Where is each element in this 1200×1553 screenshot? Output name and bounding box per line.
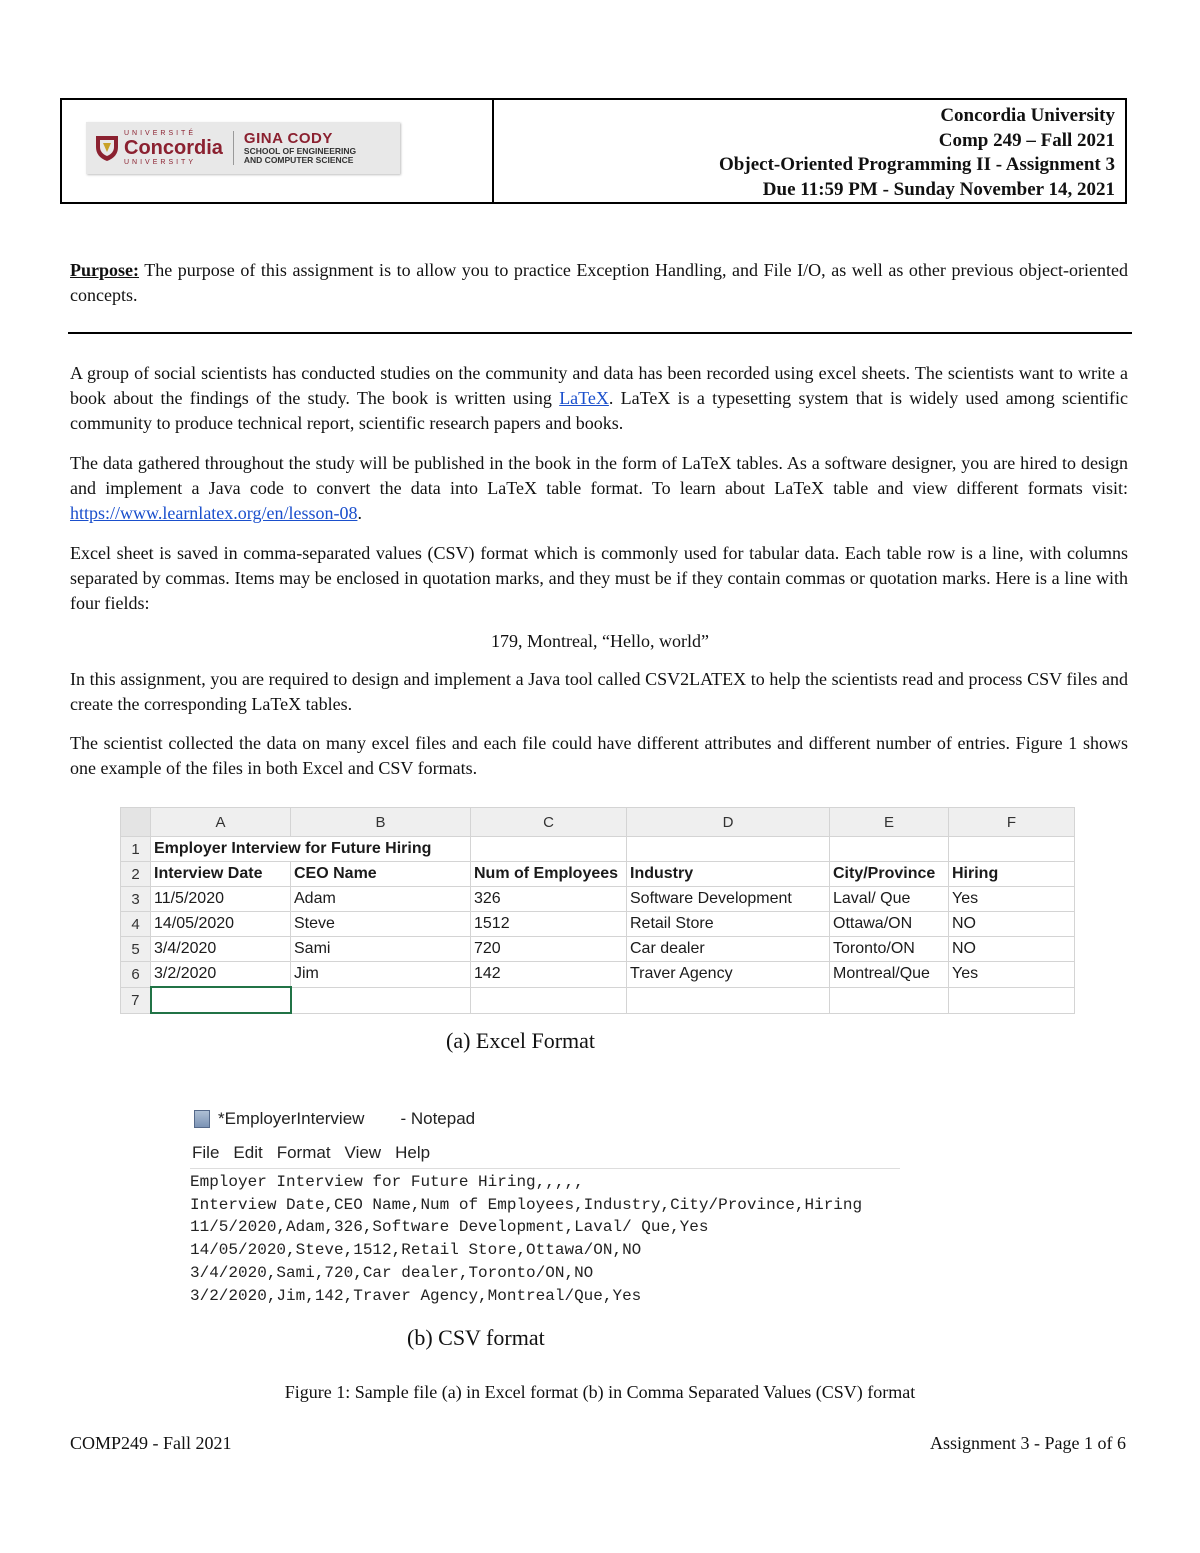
excel-title-cell[interactable]: Employer Interview for Future Hiring <box>151 837 471 862</box>
data-paragraph <box>70 451 1128 526</box>
excel-selected-cell[interactable] <box>151 987 291 1013</box>
menu-edit[interactable]: Edit <box>233 1143 263 1162</box>
excel-row-number[interactable]: 3 <box>121 887 151 912</box>
excel-row <box>121 937 1075 962</box>
excel-cell[interactable]: NO <box>949 912 1075 937</box>
excel-cell[interactable]: Steve <box>291 912 471 937</box>
purpose-text: The purpose of this assignment is to allow you to practice Exception Handling, and File I/O, as well as other previous object-oriented concepts. <box>70 260 1128 305</box>
excel-cell[interactable]: Traver Agency <box>627 962 830 988</box>
excel-cell[interactable]: Montreal/Que <box>830 962 949 988</box>
excel-header-cell[interactable]: Industry <box>627 862 830 887</box>
excel-cell[interactable]: Laval/ Que <box>830 887 949 912</box>
purpose-label: Purpose: <box>70 260 139 280</box>
latex-link[interactable]: LaTeX <box>559 388 609 408</box>
excel-cell[interactable]: 3/2/2020 <box>151 962 291 988</box>
excel-col-header[interactable]: A <box>151 808 291 837</box>
excel-cell[interactable]: Ottawa/ON <box>830 912 949 937</box>
excel-cell[interactable] <box>627 987 830 1013</box>
logo-school-line2: AND COMPUTER SCIENCE <box>243 154 354 165</box>
excel-row <box>121 962 1075 988</box>
excel-cell[interactable]: Retail Store <box>627 912 830 937</box>
excel-screenshot <box>120 807 1074 1013</box>
due-date: Due 11:59 PM - Sunday November 14, 2021 <box>762 178 1115 200</box>
excel-cell[interactable]: 720 <box>471 937 627 962</box>
excel-row <box>121 887 1075 912</box>
logo-concordia: Concordia <box>124 137 223 159</box>
excel-col-header[interactable]: B <box>291 808 471 837</box>
excel-header-cell[interactable]: Interview Date <box>151 862 291 887</box>
excel-cell[interactable]: 3/4/2020 <box>151 937 291 962</box>
header-divider <box>492 100 494 202</box>
csv-line: 11/5/2020,Adam,326,Software Development,Laval/ Que,Yes <box>190 1218 709 1237</box>
excel-row-number[interactable]: 5 <box>121 937 151 962</box>
csv-example-line: 179, Montreal, “Hello, world” <box>491 631 709 651</box>
excel-cell[interactable]: Jim <box>291 962 471 988</box>
excel-row <box>121 862 1075 887</box>
excel-corner[interactable] <box>121 808 151 837</box>
notepad-icon <box>194 1110 210 1128</box>
header-box <box>60 98 1127 204</box>
logo-gina-cody: GINA CODY <box>243 130 333 148</box>
excel-header-cell[interactable]: City/Province <box>830 862 949 887</box>
files-paragraph: The scientist collected the data on many excel files and each file could have different attributes and different number of entries. Figure 1 shows one example of the files in both Excel and CSV formats. <box>70 733 1128 778</box>
excel-row-number[interactable]: 2 <box>121 862 151 887</box>
csv-line: 3/2/2020,Jim,142,Traver Agency,Montreal/Que,Yes <box>190 1286 642 1305</box>
excel-cell[interactable]: Yes <box>949 962 1075 988</box>
excel-row-number[interactable]: 7 <box>121 987 151 1013</box>
excel-cell[interactable]: 1512 <box>471 912 627 937</box>
notepad-app-name: - Notepad <box>400 1109 476 1128</box>
excel-cell[interactable]: Car dealer <box>627 937 830 962</box>
intro-paragraph <box>70 361 1128 436</box>
excel-row-number[interactable]: 1 <box>121 837 151 862</box>
logo-school-line1: SCHOOL OF ENGINEERING <box>243 145 357 156</box>
excel-cell[interactable] <box>949 987 1075 1013</box>
csv-line: Interview Date,CEO Name,Num of Employees,Industry,City/Province,Hiring <box>190 1195 863 1214</box>
intro-text-b: . LaTeX is a typesetting system that is widely used among scientific community to produce technical report, scientific research papers and books. <box>70 388 1128 433</box>
excel-cell[interactable] <box>471 987 627 1013</box>
excel-cell[interactable] <box>830 837 949 862</box>
course-name: Comp 249 – Fall 2021 <box>938 129 1115 151</box>
excel-row <box>121 912 1075 937</box>
excel-column-headers <box>121 808 1075 837</box>
excel-caption: (a) Excel Format <box>446 1028 596 1053</box>
excel-header-cell[interactable]: Hiring <box>949 862 1075 887</box>
footer-left: COMP249 - Fall 2021 <box>70 1433 232 1453</box>
purpose-paragraph <box>70 258 1128 308</box>
excel-cell[interactable]: Software Development <box>627 887 830 912</box>
notepad-text-area[interactable] <box>190 1168 900 1307</box>
excel-header-cell[interactable]: Num of Employees <box>471 862 627 887</box>
excel-cell[interactable]: Sami <box>291 937 471 962</box>
excel-col-header[interactable]: F <box>949 808 1075 837</box>
csv-line: Employer Interview for Future Hiring,,,,, <box>190 1173 584 1191</box>
excel-row <box>121 837 1075 862</box>
excel-cell[interactable]: NO <box>949 937 1075 962</box>
menu-file[interactable]: File <box>192 1143 220 1162</box>
excel-col-header[interactable]: C <box>471 808 627 837</box>
assignment-title: Object-Oriented Programming II - Assignment 3 <box>719 154 1115 175</box>
horizontal-rule <box>68 332 1132 334</box>
excel-cell[interactable] <box>949 837 1075 862</box>
intro-text-a: A group of social scientists has conducted studies on the community and data has been recorded using excel sheets. The scientists want to write a book about the findings of the study. The book is written using <box>70 363 1128 408</box>
excel-col-header[interactable]: E <box>830 808 949 837</box>
notepad-file-title: *EmployerInterview <box>218 1109 365 1128</box>
excel-header-cell[interactable]: CEO Name <box>291 862 471 887</box>
logo-university: UNIVERSITY <box>124 159 197 166</box>
excel-cell[interactable]: 326 <box>471 887 627 912</box>
excel-cell[interactable] <box>830 987 949 1013</box>
shield-icon <box>94 133 120 163</box>
excel-cell[interactable]: 14/05/2020 <box>151 912 291 937</box>
notepad-screenshot <box>190 1105 900 1305</box>
excel-col-header[interactable]: D <box>627 808 830 837</box>
logo-separator <box>233 131 234 165</box>
footer-right: Assignment 3 - Page 1 of 6 <box>930 1433 1126 1453</box>
notepad-menubar <box>190 1141 900 1165</box>
logo-universite: UNIVERSITÉ <box>124 130 197 137</box>
excel-row <box>121 987 1075 1013</box>
csv-line: 14/05/2020,Steve,1512,Retail Store,Ottawa/ON,NO <box>190 1241 642 1260</box>
excel-grid <box>120 807 1075 1014</box>
excel-cell[interactable] <box>471 837 627 862</box>
menu-help[interactable]: Help <box>395 1143 431 1162</box>
excel-cell[interactable]: Toronto/ON <box>830 937 949 962</box>
csv-line: 3/4/2020,Sami,720,Car dealer,Toronto/ON,NO <box>190 1263 594 1282</box>
assignment-paragraph: In this assignment, you are required to design and implement a Java tool called CSV2LATEX to help the scientists read and process CSV files and create the corresponding LaTeX tables. <box>70 669 1128 714</box>
data-text-a: The data gathered throughout the study will be published in the book in the form of LaTeX tables. As a software designer, you are hired to design and implement a Java code to convert the data into LaTeX table format. To learn about LaTeX table and view different formats visit: <box>70 453 1128 498</box>
concordia-logo <box>86 122 400 174</box>
university-name: Concordia University <box>940 105 1115 126</box>
figure-caption: Figure 1: Sample file (a) in Excel format (b) in Comma Separated Values (CSV) format <box>284 1382 916 1402</box>
excel-cell[interactable]: 142 <box>471 962 627 988</box>
excel-cell[interactable]: Adam <box>291 887 471 912</box>
excel-row-number[interactable]: 6 <box>121 962 151 988</box>
course-info <box>719 104 1115 202</box>
menu-format[interactable]: Format <box>276 1143 331 1162</box>
csv-paragraph: Excel sheet is saved in comma-separated values (CSV) format which is commonly used for tabular data. Each table row is a line, with columns separated by commas. Items may be enclosed in quotation marks, and they must be if they contain commas or quotation marks. Here is a line with four fields: <box>70 543 1128 613</box>
notepad-titlebar <box>190 1105 900 1133</box>
excel-cell[interactable] <box>627 837 830 862</box>
menu-view[interactable]: View <box>344 1143 382 1162</box>
excel-row-number[interactable]: 4 <box>121 912 151 937</box>
csv-caption: (b) CSV format <box>407 1325 545 1350</box>
learnlatex-link[interactable]: https://www.learnlatex.org/en/lesson-08 <box>70 503 358 523</box>
excel-cell[interactable]: Yes <box>949 887 1075 912</box>
excel-cell[interactable] <box>291 987 471 1013</box>
data-text-b: . <box>357 503 362 523</box>
excel-cell[interactable]: 11/5/2020 <box>151 887 291 912</box>
